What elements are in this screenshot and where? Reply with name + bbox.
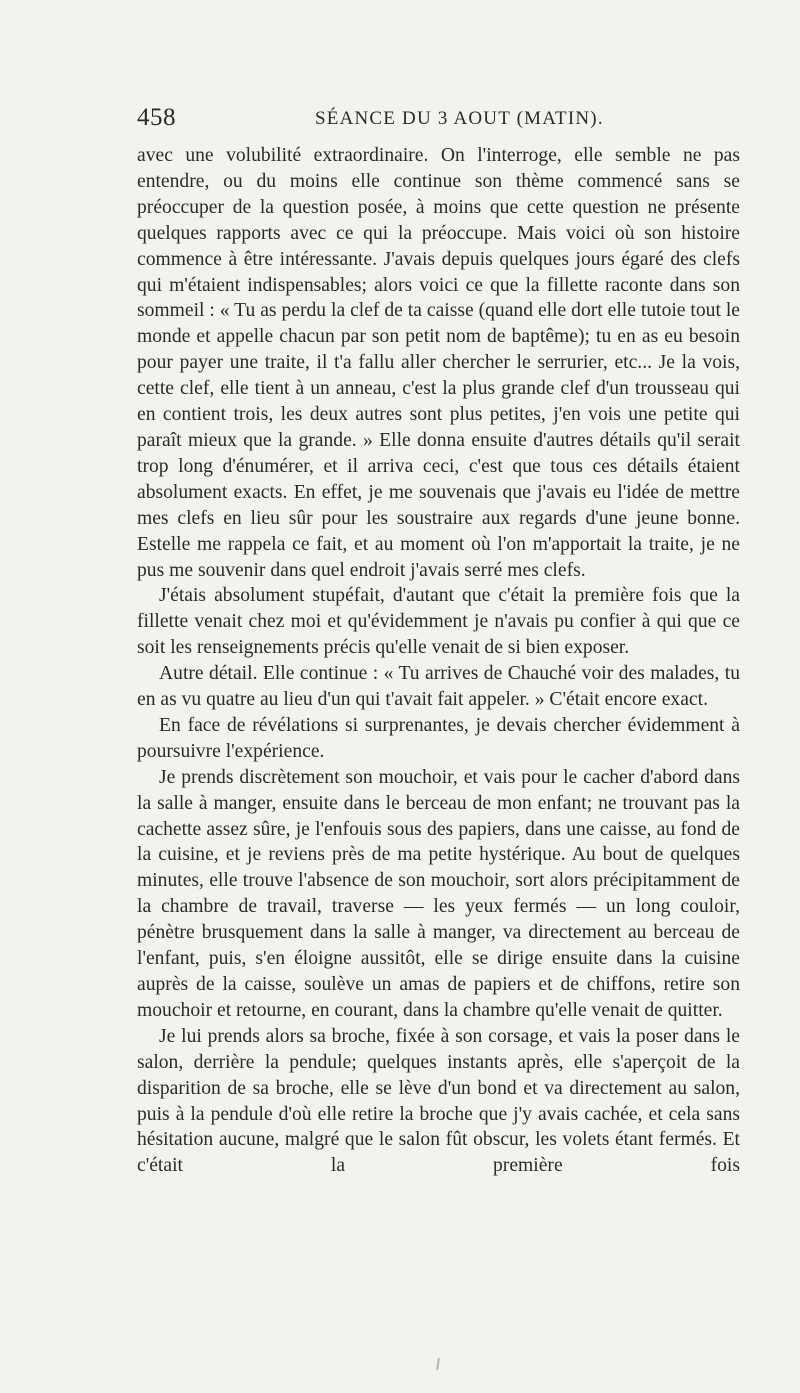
paragraph-3: Autre détail. Elle continue : « Tu arrives de Chauché voir des malades, tu en as vu quatre au lieu d'un qui t'avait fait appeler. » C'était encore exact.	[137, 663, 740, 711]
scan-mark	[436, 1358, 440, 1370]
paragraph-1: avec une volubilité extraordinaire. On l'interroge, elle semble ne pas entendre, ou du moins elle continue son thème commencé sans se préoccuper de la question posée, à moins que cette question ne présente quelques rapports avec ce qui la préoccupe. Mais voici où son histoire commence à être intéressante. J'avais depuis quelques jours égaré des clefs qui m'étaient indispensables; alors voici ce que la fillette raconte dans son sommeil : « Tu as perdu la clef de ta caisse (quand elle dort elle tutoie tout le monde et appelle chacun par son petit nom de baptême); tu en as eu besoin pour payer une traite, il t'a fallu aller chercher le serrurier, etc... Je la vois, cette clef, elle tient à un anneau, c'est la plus grande clef d'un trousseau qui en contient trois, les deux autres sont plus petites, j'en vois une petite qui paraît mieux que la grande. » Elle donna ensuite d'autres détails qu'il serait trop long d'énumérer, et il arriva ceci, c'est que tous ces détails étaient absolument exacts. En effet, je me souvenais que j'avais eu l'idée de mettre mes clefs en lieu sûr pour les soustraire aux regards d'une jeune bonne. Estelle me rappela ce fait, et au moment où l'on m'apportait la traite, je ne pus me souvenir dans quel endroit j'avais serré mes clefs.	[137, 145, 740, 581]
paragraph-2: J'étais absolument stupéfait, d'autant que c'était la première fois que la fillette venait chez moi et qu'évidemment je n'avais pu confier à qui que ce soit les renseignements précis qu'elle venait de si bien exposer.	[137, 585, 740, 659]
body-text	[137, 143, 740, 1179]
paragraph-4: En face de révélations si surprenantes, je devais chercher évidemment à poursuivre l'expérience.	[137, 714, 740, 762]
paragraph-6: Je lui prends alors sa broche, fixée à son corsage, et vais la poser dans le salon, derrière la pendule; quelques instants après, elle s'aperçoit de la disparition de sa broche, elle se lève d'un bond et va directement au salon, puis à la pendule d'où elle retire la broche que j'y avais cachée, et cela sans hésitation aucune, malgré que le salon fût obscur, les volets étant fermés. Et c'était la première fois	[137, 1025, 740, 1177]
page-header	[137, 104, 740, 134]
page-number: 458	[137, 104, 176, 131]
paragraph-5: Je prends discrètement son mouchoir, et vais pour le cacher d'abord dans la salle à manger, ensuite dans le berceau de mon enfant; ne trouvant pas la cachette assez sûre, je l'enfouis sous des papiers, dans une caisse, au fond de la cuisine, et je reviens près de ma petite hystérique. Au bout de quelques minutes, elle trouve l'absence de son mouchoir, sort alors précipitamment de la chambre de travail, traverse — les yeux fermés — un long couloir, pénètre brusquement dans la salle à manger, va directement au berceau de l'enfant, puis, s'en éloigne aussitôt, elle se dirige ensuite dans la cuisine auprès de la caisse, soulève un amas de papiers et de chiffons, retire son mouchoir et retourne, en courant, dans la chambre qu'elle venait de quitter.	[137, 766, 740, 1021]
running-head: SÉANCE DU 3 AOUT (MATIN).	[315, 108, 604, 129]
